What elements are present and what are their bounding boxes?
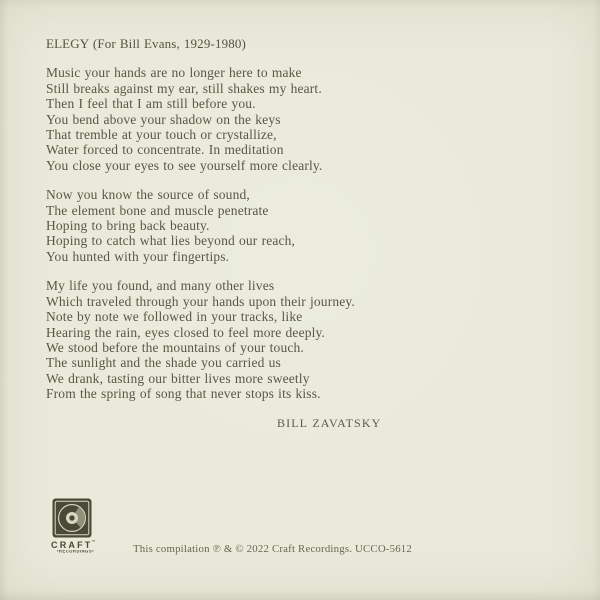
poem-block xyxy=(46,36,516,431)
copyright-text: This compilation ℗ & © 2022 Craft Recordings. UCCO-5612 xyxy=(133,543,413,555)
poem-line: That tremble at your touch or crystallize, xyxy=(46,127,277,143)
poem-line: Water forced to concentrate. In meditation xyxy=(46,142,284,158)
poem-line: Hoping to catch what lies beyond our reach, xyxy=(46,233,296,249)
poem-line: Hoping to bring back beauty. xyxy=(46,218,210,234)
poem-line: From the spring of song that never stops its kiss. xyxy=(46,386,321,402)
poem-stanza-3 xyxy=(46,278,516,401)
vinyl-record-icon xyxy=(52,498,92,538)
poem-line: Note by note we followed in your tracks, like xyxy=(46,309,303,325)
logo-brand-text xyxy=(51,540,95,550)
poem-line: Then I feel that I am still before you. xyxy=(46,96,256,112)
logo-brand-label: CRAFT xyxy=(51,540,93,550)
poem-line: The element bone and muscle penetrate xyxy=(46,202,269,218)
poem-attribution: BILL ZAVATSKY xyxy=(277,415,382,430)
trademark-symbol: ™ xyxy=(91,539,96,544)
logo-sub-text: •RECORDINGS• xyxy=(57,550,95,555)
poem-line: My life you found, and many other lives xyxy=(46,278,275,294)
poem-line: The sunlight and the shade you carried us xyxy=(46,355,281,371)
poem-stanza-2 xyxy=(46,187,516,264)
poem-line: We drank, tasting our bitter lives more sweetly xyxy=(46,370,310,386)
poem-line: Still breaks against my ear, still shakes my heart. xyxy=(46,80,322,96)
poem-line: Which traveled through your hands upon their journey. xyxy=(46,293,355,309)
poem-line: You close your eyes to see yourself more clearly. xyxy=(46,157,323,173)
poem-line: Now you know the source of sound, xyxy=(46,187,250,203)
poem-title: ELEGY (For Bill Evans, 1929-1980) xyxy=(46,36,247,51)
poem-line: You hunted with your fingertips. xyxy=(46,248,230,264)
poem-line: Music your hands are no longer here to make xyxy=(46,65,302,81)
poem-stanza-1 xyxy=(46,65,516,173)
poem-line: Hearing the rain, eyes closed to feel more deeply. xyxy=(46,324,326,340)
poem-line: You bend above your shadow on the keys xyxy=(46,111,281,127)
poem-line: We stood before the mountains of your touch. xyxy=(46,339,304,355)
craft-recordings-logo xyxy=(50,498,94,556)
